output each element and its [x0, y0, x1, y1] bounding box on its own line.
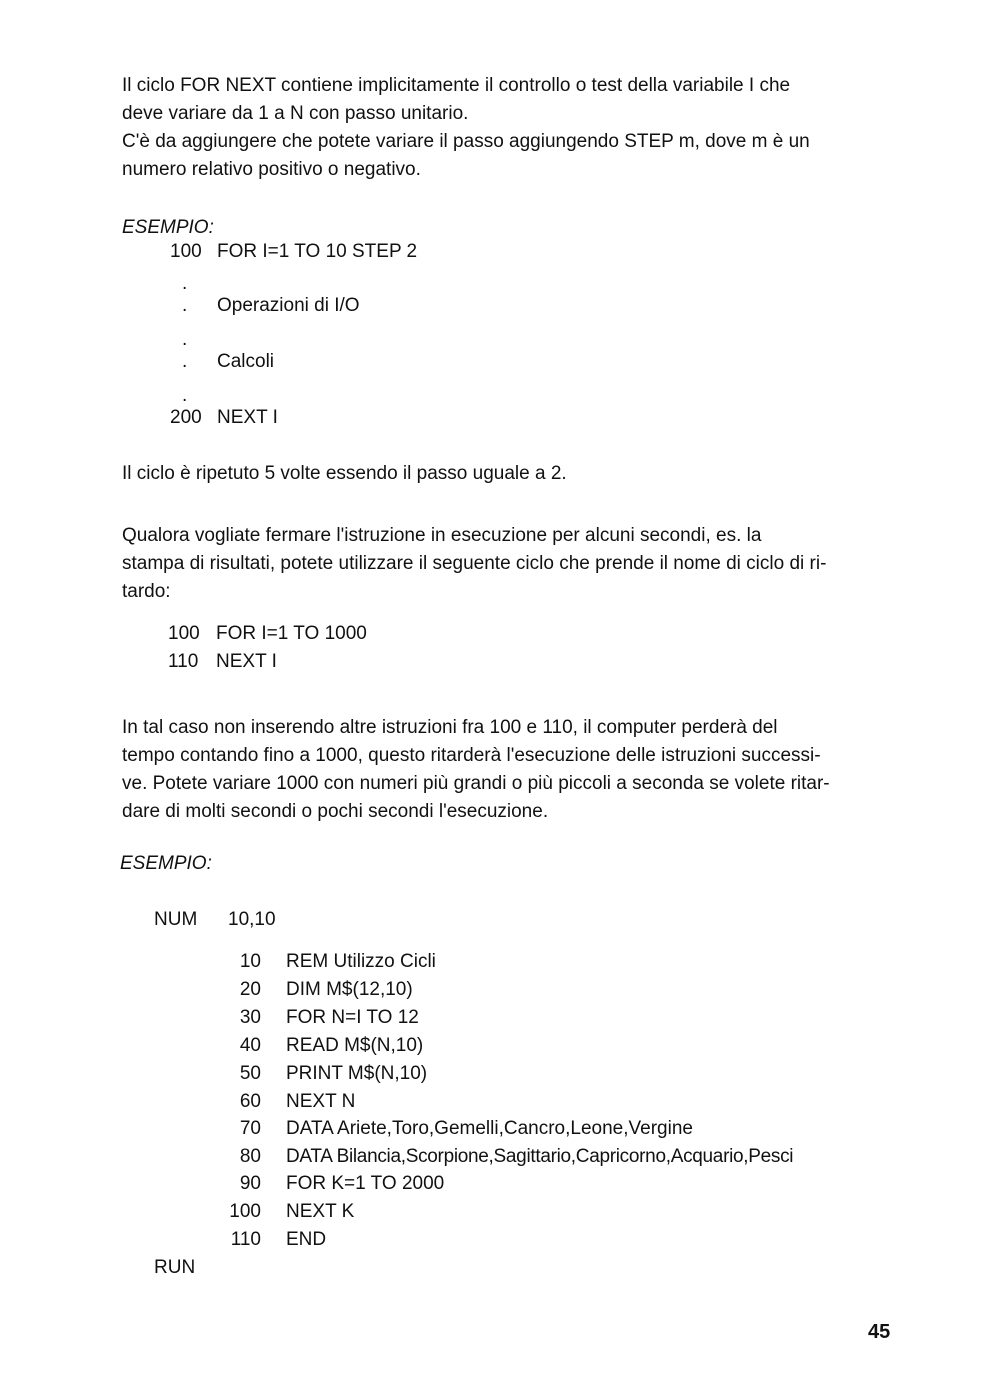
code-line: END — [286, 1229, 327, 1250]
text-line: Qualora vogliate fermare l'istruzione in esecuzione per alcuni secondi, es. la — [122, 525, 762, 546]
text-line: tardo: — [122, 581, 171, 602]
example-label: ESEMPIO: — [122, 217, 214, 238]
num-command: NUM — [154, 909, 198, 930]
text-line: stampa di risultati, potete utilizzare il seguente ciclo che prende il nome di ciclo di ri- — [122, 553, 827, 574]
code-line: FOR K=1 TO 2000 — [286, 1173, 445, 1194]
code-placeholder-io: Operazioni di I/O — [217, 295, 360, 316]
text-line: Il ciclo FOR NEXT contiene implicitamente il controllo o test della variabile I che — [122, 75, 791, 96]
code-line: READ M$(N,10) — [286, 1035, 424, 1056]
ellipsis-dot: . — [182, 295, 188, 316]
ellipsis-dot: . — [182, 273, 188, 294]
ellipsis-dot: . — [182, 329, 188, 350]
code-line-number: 50 — [239, 1063, 261, 1084]
paragraph-for-next — [122, 72, 894, 128]
code-line: NEXT K — [286, 1201, 355, 1222]
code-placeholder-calcoli: Calcoli — [217, 351, 275, 372]
code-line-number: 110 — [168, 651, 199, 672]
code-line-number: 10 — [239, 951, 261, 972]
code-line-number: 100 — [168, 623, 200, 644]
text-line: tempo contando fino a 1000, questo ritarderà l'esecuzione delle istruzioni successi- — [122, 745, 821, 766]
paragraph-step — [122, 128, 894, 184]
text-line: In tal caso non inserendo altre istruzioni fra 100 e 110, il computer perderà del — [122, 717, 778, 738]
code-line-number: 70 — [239, 1118, 261, 1139]
code-line: FOR I=1 TO 1000 — [216, 623, 367, 644]
code-line: DATA Bilancia,Scorpione,Sagittario,Capricorno,Acquario,Pesci — [286, 1146, 794, 1167]
example-label: ESEMPIO: — [120, 853, 212, 874]
code-line-number: 110 — [230, 1229, 261, 1250]
code-line-number: 200 — [170, 407, 202, 428]
text-line: dare di molti secondi o pochi secondi l'esecuzione. — [122, 801, 549, 822]
paragraph-delay — [122, 522, 894, 606]
code-line-number: 60 — [239, 1091, 261, 1112]
ellipsis-dot: . — [182, 351, 188, 372]
code-line: PRINT M$(N,10) — [286, 1063, 428, 1084]
text-line: C'è da aggiungere che potete variare il passo aggiungendo STEP m, dove m è un — [122, 131, 810, 152]
code-line-number: 80 — [239, 1146, 261, 1167]
text-line: numero relativo positivo o negativo. — [122, 159, 421, 180]
text-line: ve. Potete variare 1000 con numeri più grandi o più piccoli a seconda se volete ritar- — [122, 773, 830, 794]
code-line: FOR N=I TO 12 — [286, 1007, 419, 1028]
paragraph-explanation — [122, 714, 894, 826]
code-line: DIM M$(12,10) — [286, 979, 413, 1000]
code-line-number: 30 — [239, 1007, 261, 1028]
code-line-number: 40 — [239, 1035, 261, 1056]
code-line: NEXT I — [217, 407, 278, 428]
num-arguments: 10,10 — [228, 909, 276, 930]
run-command: RUN — [154, 1257, 196, 1278]
text-line: deve variare da 1 a N con passo unitario. — [122, 103, 469, 124]
code-line-number: 100 — [229, 1201, 261, 1222]
code-line: DATA Ariete,Toro,Gemelli,Cancro,Leone,Vergine — [286, 1118, 693, 1139]
ellipsis-dot: . — [182, 385, 188, 406]
code-line-number: 100 — [170, 241, 202, 262]
code-line-number: 20 — [239, 979, 261, 1000]
code-line-number: 90 — [239, 1173, 261, 1194]
code-line: FOR I=1 TO 10 STEP 2 — [217, 241, 418, 262]
page-number: 45 — [868, 1321, 891, 1343]
code-line: NEXT N — [286, 1091, 356, 1112]
code-line: NEXT I — [216, 651, 277, 672]
code-line: REM Utilizzo Cicli — [286, 951, 436, 972]
paragraph-repeat: Il ciclo è ripetuto 5 volte essendo il passo uguale a 2. — [122, 463, 567, 484]
